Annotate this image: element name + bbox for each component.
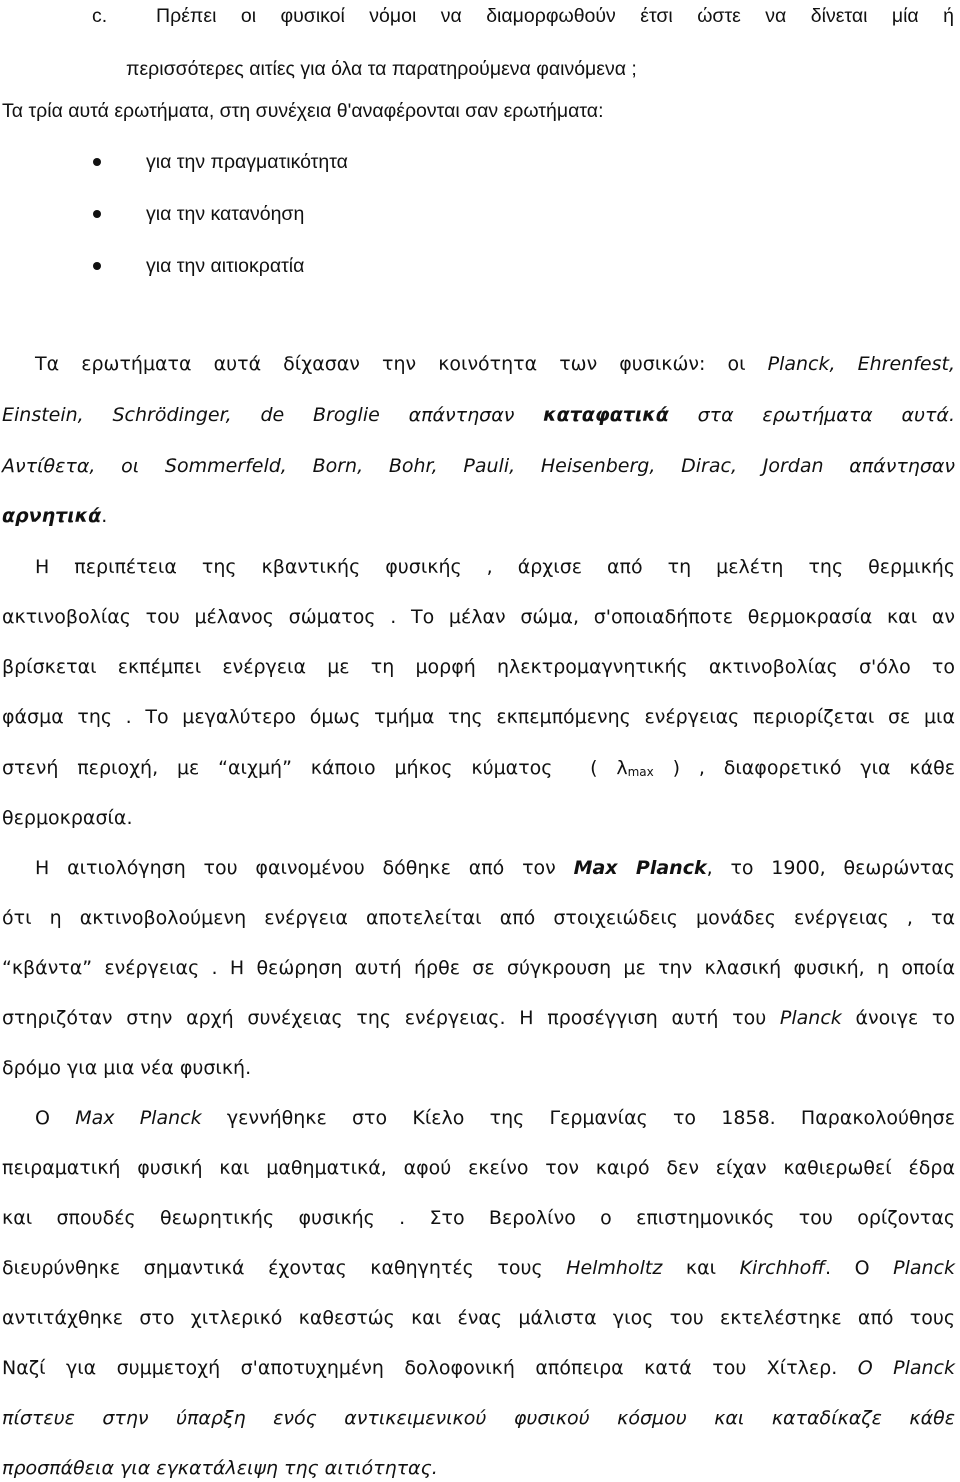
para2-line3: βρίσκεται εκπέμπει ενέργεια με τη μορφή ηλεκτρομαγνητικής ακτινοβολίας σ'όλο το	[2, 656, 955, 678]
para2-line5-end: ) , διαφορετικό για κάθε	[653, 757, 955, 779]
para3-line4-end: άνοιγε το	[841, 1007, 955, 1029]
para4-line4-text: διευρύνθηκε σημαντικά έχοντας καθηγητές τους	[2, 1257, 567, 1279]
para4-o: . Ο	[825, 1257, 894, 1279]
para4-line6	[2, 1355, 955, 1381]
para3-planck: Planck	[779, 1007, 842, 1029]
bullet-item-causality: για την αιτιοκρατία	[146, 255, 305, 277]
para1-affirmative: καταφατικά	[543, 404, 669, 426]
para4-line7: πίστευε στην ύπαρξη ενός αντικειμενικού φυσικού κόσμου και καταδίκαζε κάθε	[2, 1407, 955, 1429]
para3-line4	[2, 1005, 955, 1031]
para1-names-planck-ehrenfest: Planck, Ehrenfest,	[767, 353, 955, 375]
para4-line4	[2, 1255, 955, 1281]
para4-planck: Planck	[893, 1257, 956, 1279]
para4-o-planck: Ο Planck	[857, 1357, 955, 1379]
para3-line1	[35, 855, 955, 881]
para3-line2: ότι η ακτινοβολούμενη ενέργεια αποτελείται από στοιχειώδεις μονάδες ενέργειας , τα	[2, 907, 955, 929]
para3-line1-end: , το 1900, θεωρώντας	[706, 857, 955, 879]
para4-line1-end: γεννήθηκε στο Κίελο της Γερμανίας το 1858. Παρακολούθησε	[201, 1107, 955, 1129]
bullet-dot-icon	[93, 262, 101, 270]
para4-and: και	[662, 1257, 740, 1279]
lambda-max-subscript: max	[627, 765, 654, 779]
para1-line4	[2, 503, 302, 529]
para2-line5-text: στενή περιοχή, με “αιχμή” κάποιο μήκος κύματος ( λ	[2, 757, 628, 779]
three-questions-line: Τα τρία αυτά ερωτήματα, στη συνέχεια θ'αναφέρονται σαν ερωτήματα:	[2, 100, 604, 122]
para1-line2	[2, 402, 955, 428]
para4-max-planck: Max Planck	[75, 1107, 202, 1129]
para4-line8: προσπάθεια για εγκατάλειψη της αιτιότητας.	[2, 1457, 438, 1479]
para1-line1-text: Τα ερωτήματα αυτά δίχασαν την κοινότητα των φυσικών: οι	[35, 353, 768, 375]
para4-line1	[35, 1105, 955, 1131]
para1-line3: Αντίθετα, οι Sommerfeld, Born, Bohr, Pauli, Heisenberg, Dirac, Jordan απάντησαν	[2, 455, 955, 477]
bullet-dot-icon	[93, 158, 101, 166]
para2-line4: φάσμα της . Το μεγαλύτερο όμως τμήμα της εκπεμπόμενης ενέργειας περιορίζεται σε μια	[2, 706, 955, 728]
bullet-item-understanding: για την κατανόηση	[146, 203, 305, 225]
bullet-dot-icon	[93, 210, 101, 218]
para1-period: .	[101, 505, 108, 527]
para3-line3: “κβάντα” ενέργειας . Η θεώρηση αυτή ήρθε σε σύγκρουση με την κλασική φυσική, η οποία	[2, 957, 955, 979]
para4-line3: και σπουδές θεωρητικής φυσικής . Στο Βερολίνο ο επιστημονικός του ορίζοντας	[2, 1207, 955, 1229]
para3-line5: δρόμο για μια νέα φυσική.	[2, 1057, 252, 1079]
para1-negative: αρνητικά	[2, 505, 102, 527]
para4-kirchhoff: Kirchhoff	[739, 1257, 826, 1279]
para3-line1-text: Η αιτιολόγηση του φαινομένου δόθηκε από τον	[35, 857, 574, 879]
para2-line6: θερμοκρασία.	[2, 807, 133, 829]
para4-line5: αντιτάχθηκε στο χιτλερικό καθεστώς και ένας μάλιστα γιος του εκτελέστηκε από τους	[2, 1307, 955, 1329]
intro-c-line1: c. Πρέπει οι φυσικοί νόμοι να διαμορφωθούν έτσι ώστε να δίνεται μία ή	[92, 5, 954, 27]
bullet-item-reality: για την πραγματικότητα	[146, 151, 348, 173]
para4-helmholtz: Helmholtz	[566, 1257, 663, 1279]
para4-line1-o: Ο	[35, 1107, 76, 1129]
para3-max-planck: Max Planck	[573, 857, 707, 879]
para4-line6-text: Ναζί για συμμετοχή σ'αποτυχημένη δολοφονική απόπειρα κατά του Χίτλερ.	[2, 1357, 858, 1379]
para2-line1: Η περιπέτεια της κβαντικής φυσικής , άρχισε από τη μελέτη της θερμικής	[35, 556, 955, 578]
para1-line2-end: στα ερωτήματα αυτά.	[668, 404, 955, 426]
para2-line2: ακτινοβολίας του μέλανος σώματος . Το μέλαν σώμα, σ'οποιαδήποτε θερμοκρασία και αν	[2, 606, 955, 628]
para2-line5	[2, 755, 955, 781]
para1-line1	[35, 351, 955, 377]
para4-line2: πειραματική φυσική και μαθηματικά, αφού εκείνο τον καιρό δεν είχαν καθιερωθεί έδρα	[2, 1157, 955, 1179]
para3-line4-text: στηριζόταν στην αρχή συνέχειας της ενέργειας. Η προσέγγιση αυτή του	[2, 1007, 780, 1029]
para1-line2-names: Einstein, Schrödinger, de Broglie απάντησαν	[2, 404, 544, 426]
intro-c-line2: περισσότερες αιτίες για όλα τα παρατηρούμενα φαινόμενα ;	[126, 58, 637, 80]
